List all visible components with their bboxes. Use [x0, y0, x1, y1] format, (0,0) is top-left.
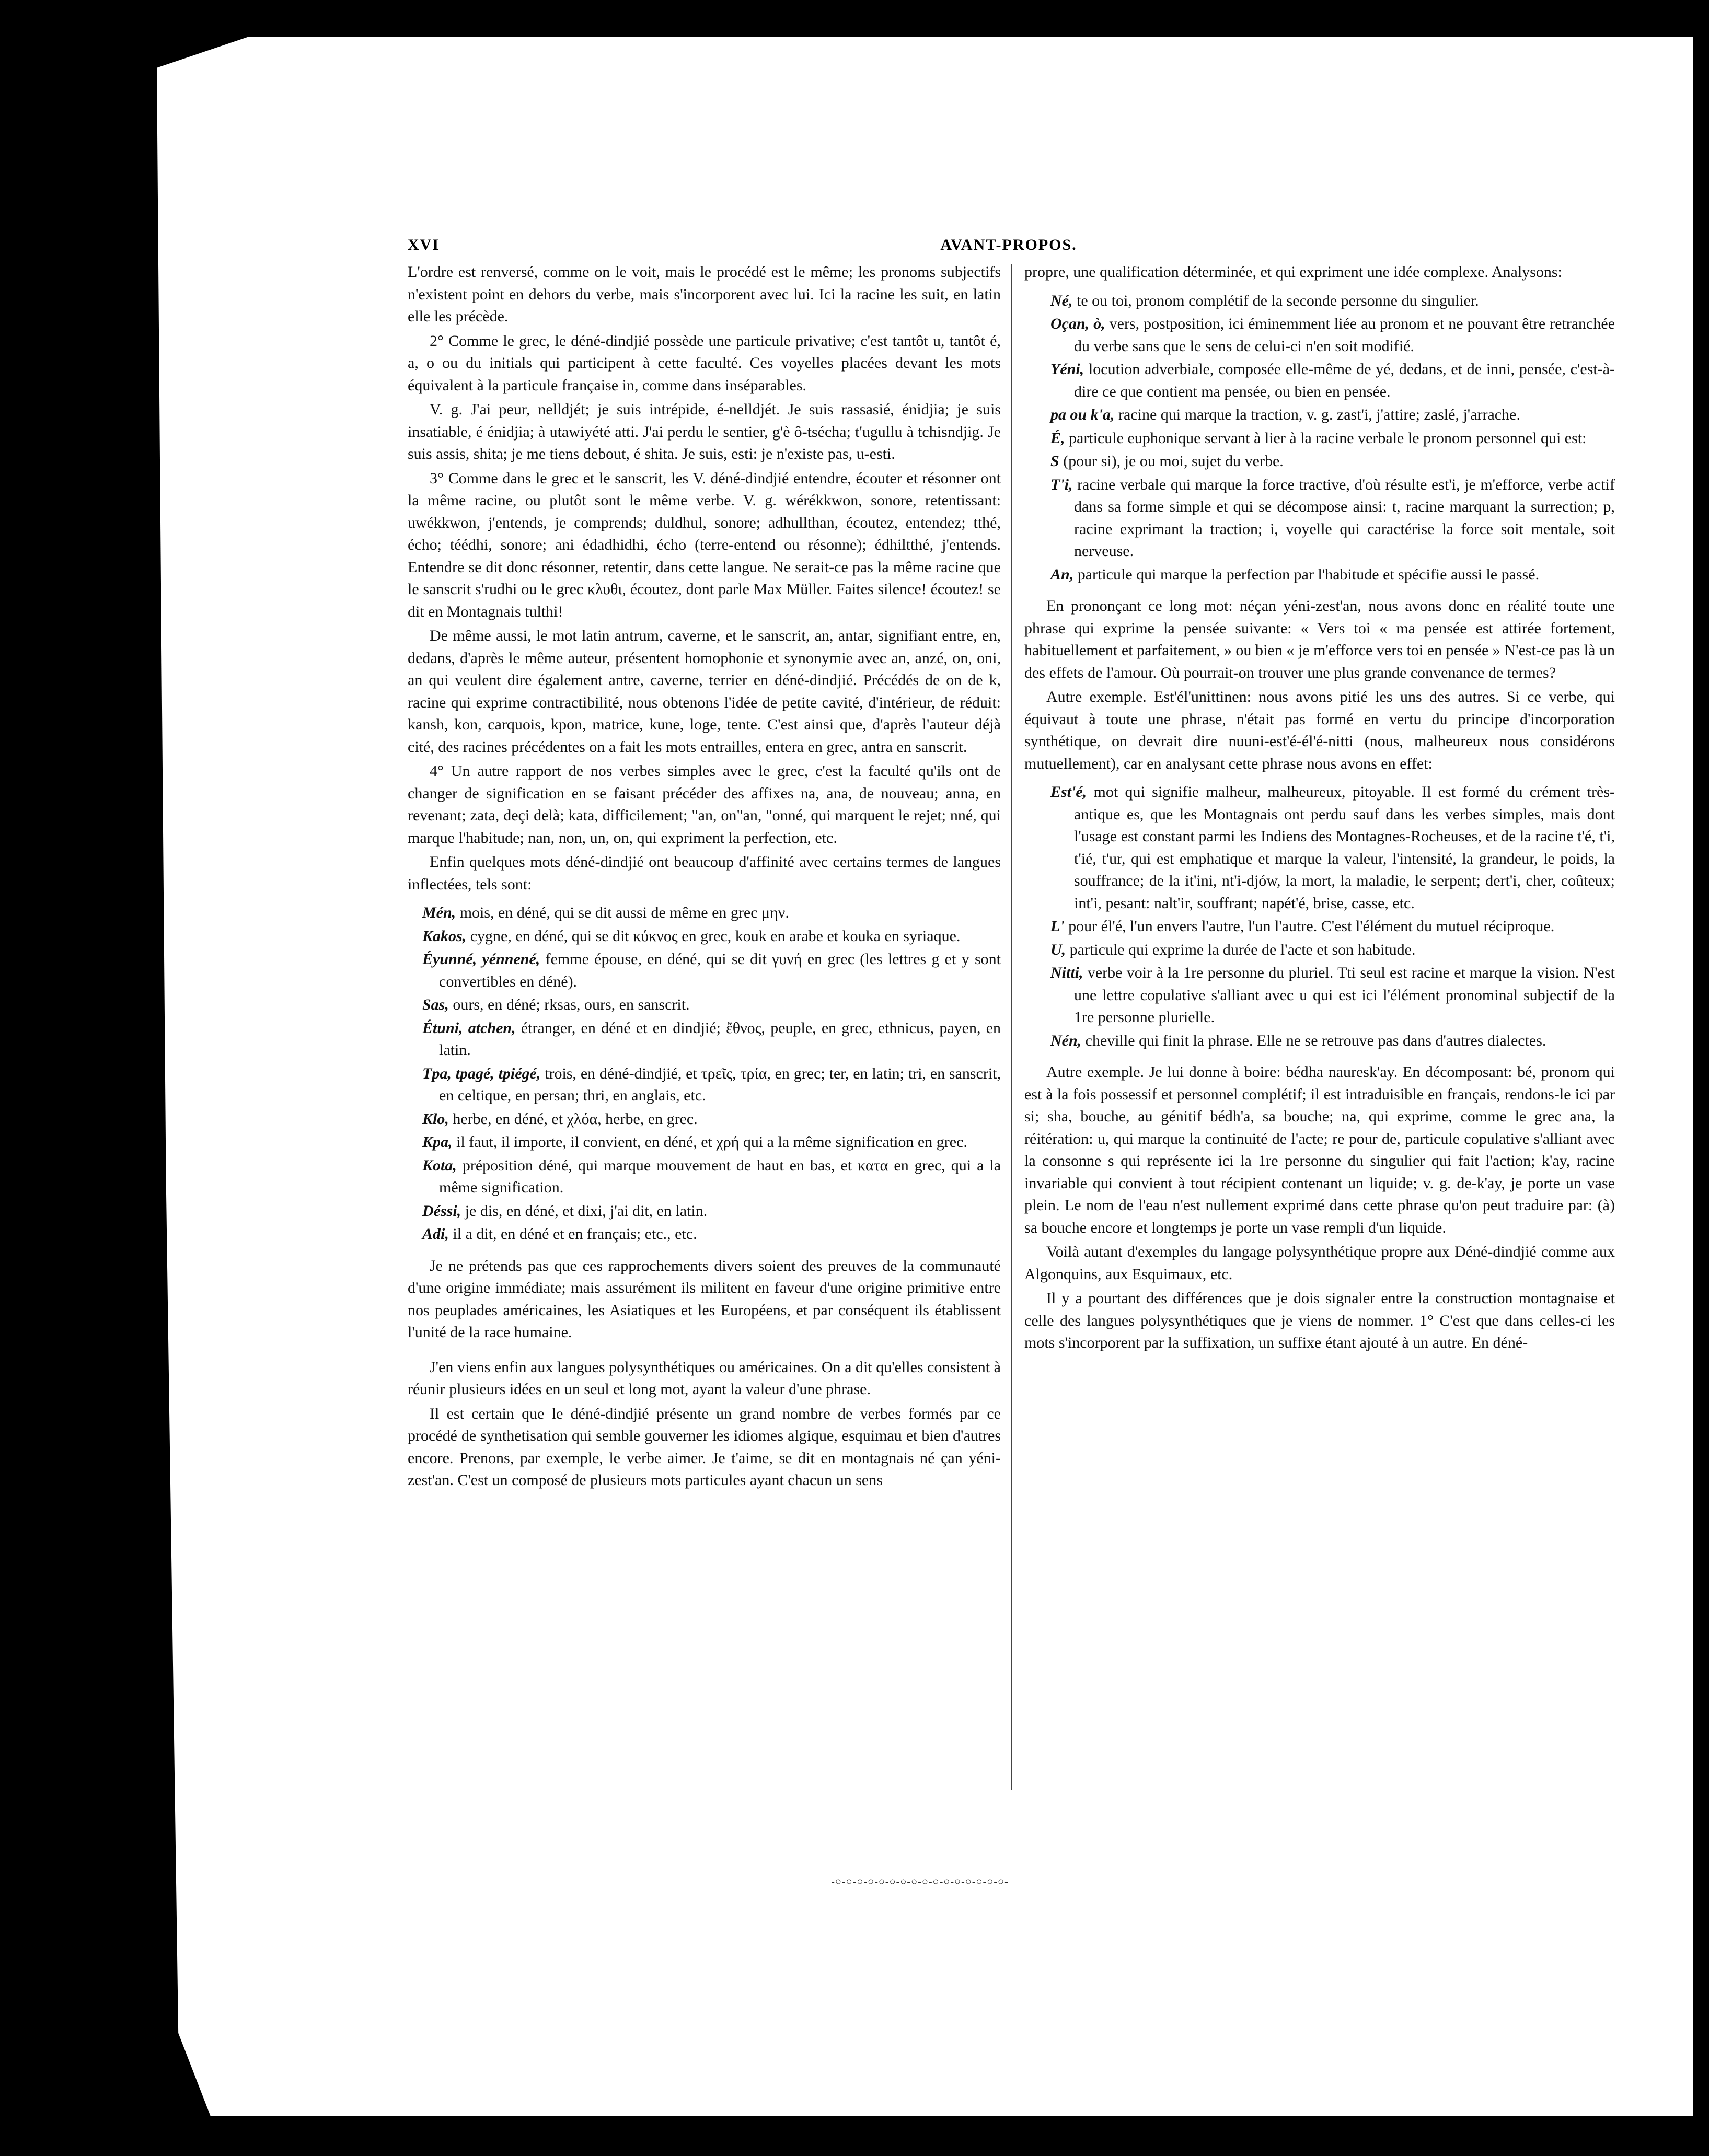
paragraph: L'ordre est renversé, comme on le voit, mais le procédé est le même; les pronoms subjectifs n'existent point en dehors du verbe, mais s'incorporent avec lui. Ici la racine les suit, en latin elle les précède.: [408, 263, 1001, 325]
paragraph: Enfin quelques mots déné-dindjié ont beaucoup d'affinité avec certains termes de langues inflectées, tels sont:: [408, 853, 1001, 893]
paragraph: Il est certain que le déné-dindjié présente un grand nombre de verbes formés par ce procédé de synthetisation qui semble gouverner les idiomes algique, esquimau et bien d'autres encore. Prenons, par exemple, le verbe aimer. Je t'aime, se dit en montagnais né çan yéni-zest'an. C'est un composé de plusieurs mots particules ayant chacun un sens: [408, 1405, 1001, 1489]
column-divider: [1011, 264, 1012, 1790]
head-word: U,: [1050, 941, 1066, 958]
head-word: Kakos,: [422, 927, 467, 945]
list-item: [1024, 404, 1615, 426]
head-word: Étuni, atchen,: [422, 1019, 516, 1037]
list-item: [408, 948, 1001, 993]
gloss: te ou toi, pronom complétif de la seconde personne du singulier.: [1076, 292, 1479, 309]
gloss: verbe voir à la 1re personne du pluriel. Tti seul est racine et marque la vision. N'est une lettre copulative s'alliant avec u qui est ici l'élément pronominal subjectif de la 1re personne plurielle.: [1074, 964, 1615, 1026]
paragraph: Voilà autant d'exemples du langage polysynthétique propre aux Déné-dindjié comme aux Algonquins, aux Esquimaux, etc.: [1024, 1243, 1615, 1283]
list-item: [1024, 427, 1615, 450]
head-word: Kota,: [422, 1156, 457, 1174]
gloss: mot qui signifie malheur, malheureux, pitoyable. Il est formé du crément très-antique es, que les Montagnais ont perdu sauf dans les verbes simples, mais dont l'usage est constant parmi les Indiens des Montagnes-Rocheuses, et de la racine t'é, t'i, t'ié, t'ur, qui est emphatique et marque la valeur, l'intensité, la grandeur, le poids, la souffrance; de la it'ini, nt'i-djów, la mort, la maladie, le serpent; dert'i, cher, coûteux; int'i, pesant: nalt'ir, souffrant; napét'é, brise, casse, etc.: [1074, 783, 1615, 912]
list-item: [408, 1131, 1001, 1154]
list-item: [1024, 450, 1615, 473]
list-item: [408, 1155, 1001, 1199]
gloss: femme épouse, en déné, qui se dit γυνή en grec (les lettres g et y sont convertibles en déné).: [439, 951, 1001, 990]
list-item: [408, 1200, 1001, 1223]
list-item: [408, 902, 1001, 924]
gloss: ours, en déné; rksas, ours, en sanscrit.: [453, 996, 690, 1013]
paragraph: 4° Un autre rapport de nos verbes simples avec le grec, c'est la faculté qu'ils ont de changer de signification en se faisant précéder des affixes na, ana, de nouveau; anna, en revenant; zata, deçi delà; kata, difficilement; "an, on"an, "onné, qui marquent le rejet; nné, qui marque l'habitude; nan, non, un, on, qui expriment la perfection, etc.: [408, 762, 1001, 847]
paragraph: Il y a pourtant des différences que je dois signaler entre la construction montagnaise et celle des langues polysynthétiques que je viens de nommer. 1° C'est que dans celles-ci les mots s'incorporent par la suffixation, un suffixe étant ajouté à un autre. En déné-: [1024, 1290, 1615, 1351]
gloss: trois, en déné-dindjié, et τρεῖς, τρία, en grec; ter, en latin; tri, en sanscrit, en celtique, en persan; thri, en anglais, etc.: [439, 1064, 1001, 1104]
paragraph: Je ne prétends pas que ces rapprochements divers soient des preuves de la communauté d'une origine immédiate; mais assurément ils militent en faveur d'une origine primitive entre nos peuplades américaines, les Asiatiques et les Européens, et par conséquent ils établissent l'unité de la race humaine.: [408, 1257, 1001, 1341]
page-number: XVI: [408, 236, 440, 253]
gloss: (pour si), je ou moi, sujet du verbe.: [1063, 453, 1284, 470]
paragraph: De même aussi, le mot latin antrum, caverne, et le sanscrit, an, antar, signifiant entre, en, dedans, d'après le même auteur, présentent homophonie et synonymie avec an, anzé, on, oni, an qui veulent dire également antre, caverne, terrier en déné-dindjié. Précédés de on de k, racine qui exprime contractibilité, nous obtenons l'idée de petite cavité, d'intérieur, de réduit: kansh, kon, carquois, kpon, matrice, kune, loge, tente. C'est ainsi que, d'après l'auteur déjà cité, des racines précédentes on a fait les mots entrailles, entera en grec, antra en sanscrit.: [408, 627, 1001, 756]
head-word: An,: [1050, 565, 1074, 583]
paragraph: En prononçant ce long mot: néçan yéni-zest'an, nous avons donc en réalité toute une phrase qui exprime la pensée suivante: « Vers toi « ma pensée est attirée fortement, habituellement et parfaitement, » ou bien « je m'efforce vers toi en pensée » N'est-ce pas là un des effets de l'amour. Où pourrait-on trouver une plus grande convenance de termes?: [1024, 597, 1615, 681]
list-item: [1024, 1030, 1615, 1052]
gloss: particule qui marque la perfection par l'habitude et spécifie aussi le passé.: [1077, 565, 1540, 583]
paragraph: J'en viens enfin aux langues polysynthétiques ou américaines. On a dit qu'elles consistent à réunir plusieurs idées en un seul et long mot, ayant la valeur d'une phrase.: [408, 1358, 1001, 1398]
gloss: préposition déné, qui marque mouvement de haut en bas, et κατα en grec, qui a la même signification.: [439, 1156, 1001, 1196]
head-word: Sas,: [422, 996, 449, 1013]
head-word: S: [1050, 453, 1059, 470]
head-word: Nén,: [1050, 1031, 1082, 1049]
head-word: Oçan, ò,: [1050, 315, 1105, 332]
head-word: Kpa,: [422, 1133, 453, 1151]
paragraph: propre, une qualification déterminée, et qui expriment une idée complexe. Analysons:: [1024, 263, 1562, 281]
head-word: pa ou k'a,: [1050, 406, 1115, 423]
head-word: Tpa, tpagé, tpiégé,: [422, 1064, 541, 1082]
gloss: racine verbale qui marque la force tractive, d'où résulte est'i, je m'efforce, verbe actif dans sa forme simple et qui se décompose ainsi: t, racine marquant la surrection; p, racine exprimant la traction; i, voyelle qui caractérise la force soit mentale, soit nerveuse.: [1074, 476, 1615, 560]
spacer: [408, 1346, 1001, 1357]
list-item: [1024, 474, 1615, 563]
head-word: Mén,: [422, 904, 456, 921]
right-column: [1024, 261, 1615, 1357]
gloss: cygne, en déné, qui se dit κύκνος en grec, kouk en arabe et kouka en syriaque.: [470, 927, 961, 945]
list-item: [1024, 962, 1615, 1029]
head-word: Né,: [1050, 292, 1073, 309]
list-item: [1024, 313, 1615, 357]
gloss: cheville qui finit la phrase. Elle ne se retrouve pas dans d'autres dialectes.: [1085, 1031, 1546, 1049]
gloss: il faut, il importe, il convient, en déné, et χρή qui a la même signification en grec.: [456, 1133, 967, 1151]
gloss: vers, postposition, ici éminemment liée au pronom et ne pouvant être retranchée du verbe sans que le sens de celui-ci n'en soit modifié.: [1074, 315, 1615, 355]
gloss: particule euphonique servant à lier à la racine verbale le pronom personnel qui est:: [1069, 429, 1587, 447]
head-word: Yéni,: [1050, 361, 1084, 378]
head-word: T'i,: [1050, 476, 1073, 493]
head-word: Est'é,: [1050, 783, 1087, 801]
analysis-list: [1024, 290, 1615, 586]
head-word: L': [1050, 918, 1065, 935]
gloss: mois, en déné, qui se dit aussi de même en grec μην.: [459, 904, 789, 921]
gloss: pour él'é, l'un envers l'autre, l'un l'autre. C'est l'élément du mutuel réciproque.: [1068, 918, 1555, 935]
list-item: [408, 1063, 1001, 1107]
comparison-list: [408, 902, 1001, 1246]
head-word: Éyunné, yénnené,: [422, 951, 540, 968]
gloss: locution adverbiale, composée elle-même de yé, dedans, et de inni, pensée, c'est-à-dire ce que contient ma pensée, ou bien en pensée.: [1074, 361, 1615, 400]
list-item: [408, 925, 1001, 948]
list-item: [408, 1108, 1001, 1131]
head-word: Adi,: [422, 1225, 449, 1243]
list-item: [1024, 290, 1615, 312]
list-item: [1024, 358, 1615, 403]
paragraph: 3° Comme dans le grec et le sanscrit, les V. déné-dindjié entendre, écouter et résonner ont la même racine, ou plutôt sont le même verbe. V. g. wérékkwon, sonore, retentissant: uwékkwon, j'entends, je comprends; duldhul, sonore; adhullthan, écoutez, entendez; tthé, écho; téédhi, sonore; ani édadhidhi, écho (terre-entend ou résonne); édhiltthé, j'entends. Entendre se dit donc résonner, retentir, dans cette langue. Ne serait-ce pas la même racine que le sanscrit s'rudhi ou le grec κλυθι, écoutez, dont parle Max Müller. Faites silence! écoutez! se dit en Montagnais tulthi!: [408, 469, 1001, 620]
list-item: [1024, 564, 1615, 586]
paragraph: V. g. J'ai peur, nelldjét; je suis intrépide, é-nelldjét. Je suis rassasié, énidjia; je suis insatiable, é énidjia; à utawiyété atti. J'ai perdu le sentier, g'è ô-tsécha; t'ugullu à tchisndjig. Je suis assis, shita; je me tiens debout, é shita. Je suis, esti: je n'existe pas, u-esti.: [408, 401, 1001, 462]
gloss: racine qui marque la traction, v. g. zast'i, j'attire; zaslé, j'arrache.: [1118, 406, 1520, 423]
list-item: [1024, 781, 1615, 914]
head-word: Déssi,: [422, 1202, 461, 1220]
head-word: Klo,: [422, 1110, 449, 1128]
gloss: il a dit, en déné et en français; etc., etc.: [453, 1225, 697, 1243]
paragraph: Autre exemple. Est'él'unittinen: nous avons pitié les uns des autres. Si ce verbe, qui équivaut à toute une phrase, n'était pas formé en vertu du principe d'incorporation synthétique, on devrait dire nuuni-est'é-él'é-nitti (nous, malheureux nous considérons mutuellement), car en analysant cette phrase nous avons en effet:: [1024, 688, 1615, 772]
list-item: [408, 1017, 1001, 1062]
head-word: Nitti,: [1050, 964, 1083, 981]
head-word: É,: [1050, 429, 1065, 447]
gloss: particule qui exprime la durée de l'acte et son habitude.: [1069, 941, 1416, 958]
left-column: [408, 261, 1001, 1494]
paragraph: 2° Comme le grec, le déné-dindjié possède une particule privative; c'est tantôt u, tantôt é, a, o ou du initials qui participent à cette faculté. Ces voyelles placées devant les mots équivalent à la particule française in, comme dans inséparables.: [408, 332, 1001, 394]
page-heading: AVANT-PROPOS.: [940, 236, 1077, 253]
list-item: [408, 994, 1001, 1016]
gloss: je dis, en déné, et dixi, j'ai dit, en latin.: [465, 1202, 708, 1220]
list-item: [1024, 915, 1615, 938]
paragraph: Autre exemple. Je lui donne à boire: bédha nauresk'ay. En décomposant: bé, pronom qui est à la fois possessif et personnel complétif; il est intraduisible en français, rendons-le ici par si; sha, bouche, au génitif bédh'a, sa bouche; na, qui exprime, comme le grec ana, la réitération: u, qui marque la continuité de l'acte; re pour de, particule copulative s'alliant avec la consonne s qui représente ici la 1re personne du singulier qui fait l'action; k'ay, racine invariable qui convient à tout récipient contenant un liquide; v. g. de-k'ay, je porte un vase plein. Le nom de l'eau n'est nullement exprimé dans cette phrase qu'on peut traduire par: (à) sa bouche encore et longtemps je porte un vase rempli d'un liquide.: [1024, 1063, 1615, 1236]
list-item: [408, 1223, 1001, 1246]
analysis-list: [1024, 781, 1615, 1052]
gloss: herbe, en déné, et χλόα, herbe, en grec.: [453, 1110, 698, 1128]
tailpiece-ornament: -○-○-○-○-○-○-○-○-○-○-○-○-○-○-○-○-: [831, 1876, 1009, 1887]
gloss: étranger, en déné et en dindjié; ἔθνος, peuple, en grec, ethnicus, payen, en latin.: [439, 1019, 1001, 1059]
list-item: [1024, 939, 1615, 961]
